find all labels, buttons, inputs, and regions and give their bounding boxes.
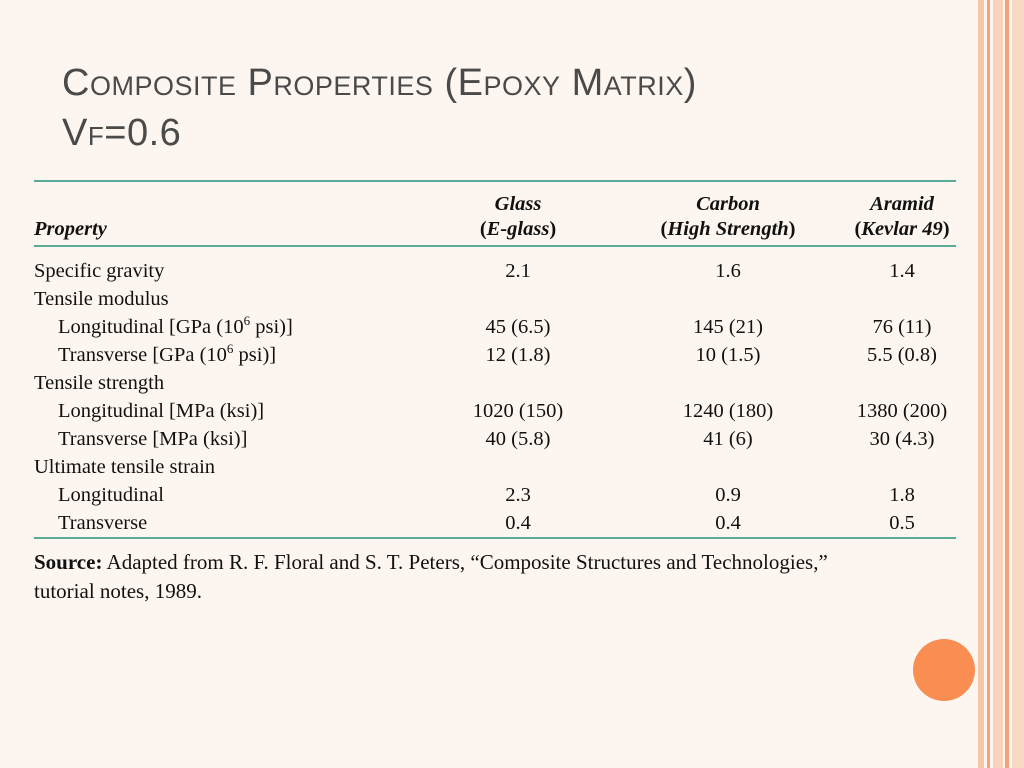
- header-aramid: Aramid (Kevlar 49): [854, 193, 950, 240]
- header-property: Property: [34, 218, 107, 240]
- table-row: Transverse [MPa (ksi)] 40 (5.8) 41 (6) 30 (4.3): [58, 428, 935, 450]
- source-note: [34, 548, 854, 606]
- table-row: Tensile strength: [34, 372, 165, 394]
- source-text: Adapted from R. F. Floral and S. T. Peters, “Composite Structures and Technologies,” tutorial notes, 1989.: [34, 550, 828, 603]
- table-row: Transverse 0.4 0.4 0.5: [58, 512, 915, 534]
- table-row: Longitudinal [GPa ($10^6$ psi)] 45 (6.5) 145 (21) 76 (11): [58, 313, 932, 338]
- slide-title: Composite Properties (Epoxy Matrix) VF=0.6: [62, 62, 697, 154]
- decorative-stripes: [978, 0, 1024, 768]
- table-row: Specific gravity 2.1 1.6 1.4: [34, 260, 915, 282]
- table-row: Longitudinal [MPa (ksi)] 1020 (150) 1240 (180) 1380 (200): [58, 400, 948, 422]
- table-row: Ultimate tensile strain: [34, 456, 216, 478]
- composite-properties-table: [34, 180, 956, 539]
- header-glass: Glass (E-glass): [479, 193, 557, 240]
- table-row: Tensile modulus: [34, 288, 169, 310]
- table-header-row: [34, 181, 956, 246]
- header-carbon: Carbon (High Strength): [660, 193, 796, 240]
- table-row: Transverse [GPa ($10^6$ psi)] 12 (1.8) 10 (1.5) 5.5 (0.8): [58, 341, 938, 366]
- accent-circle: [913, 639, 975, 701]
- table-row: Longitudinal 2.3 0.9 1.8: [58, 484, 915, 506]
- source-label: Source:: [34, 550, 103, 574]
